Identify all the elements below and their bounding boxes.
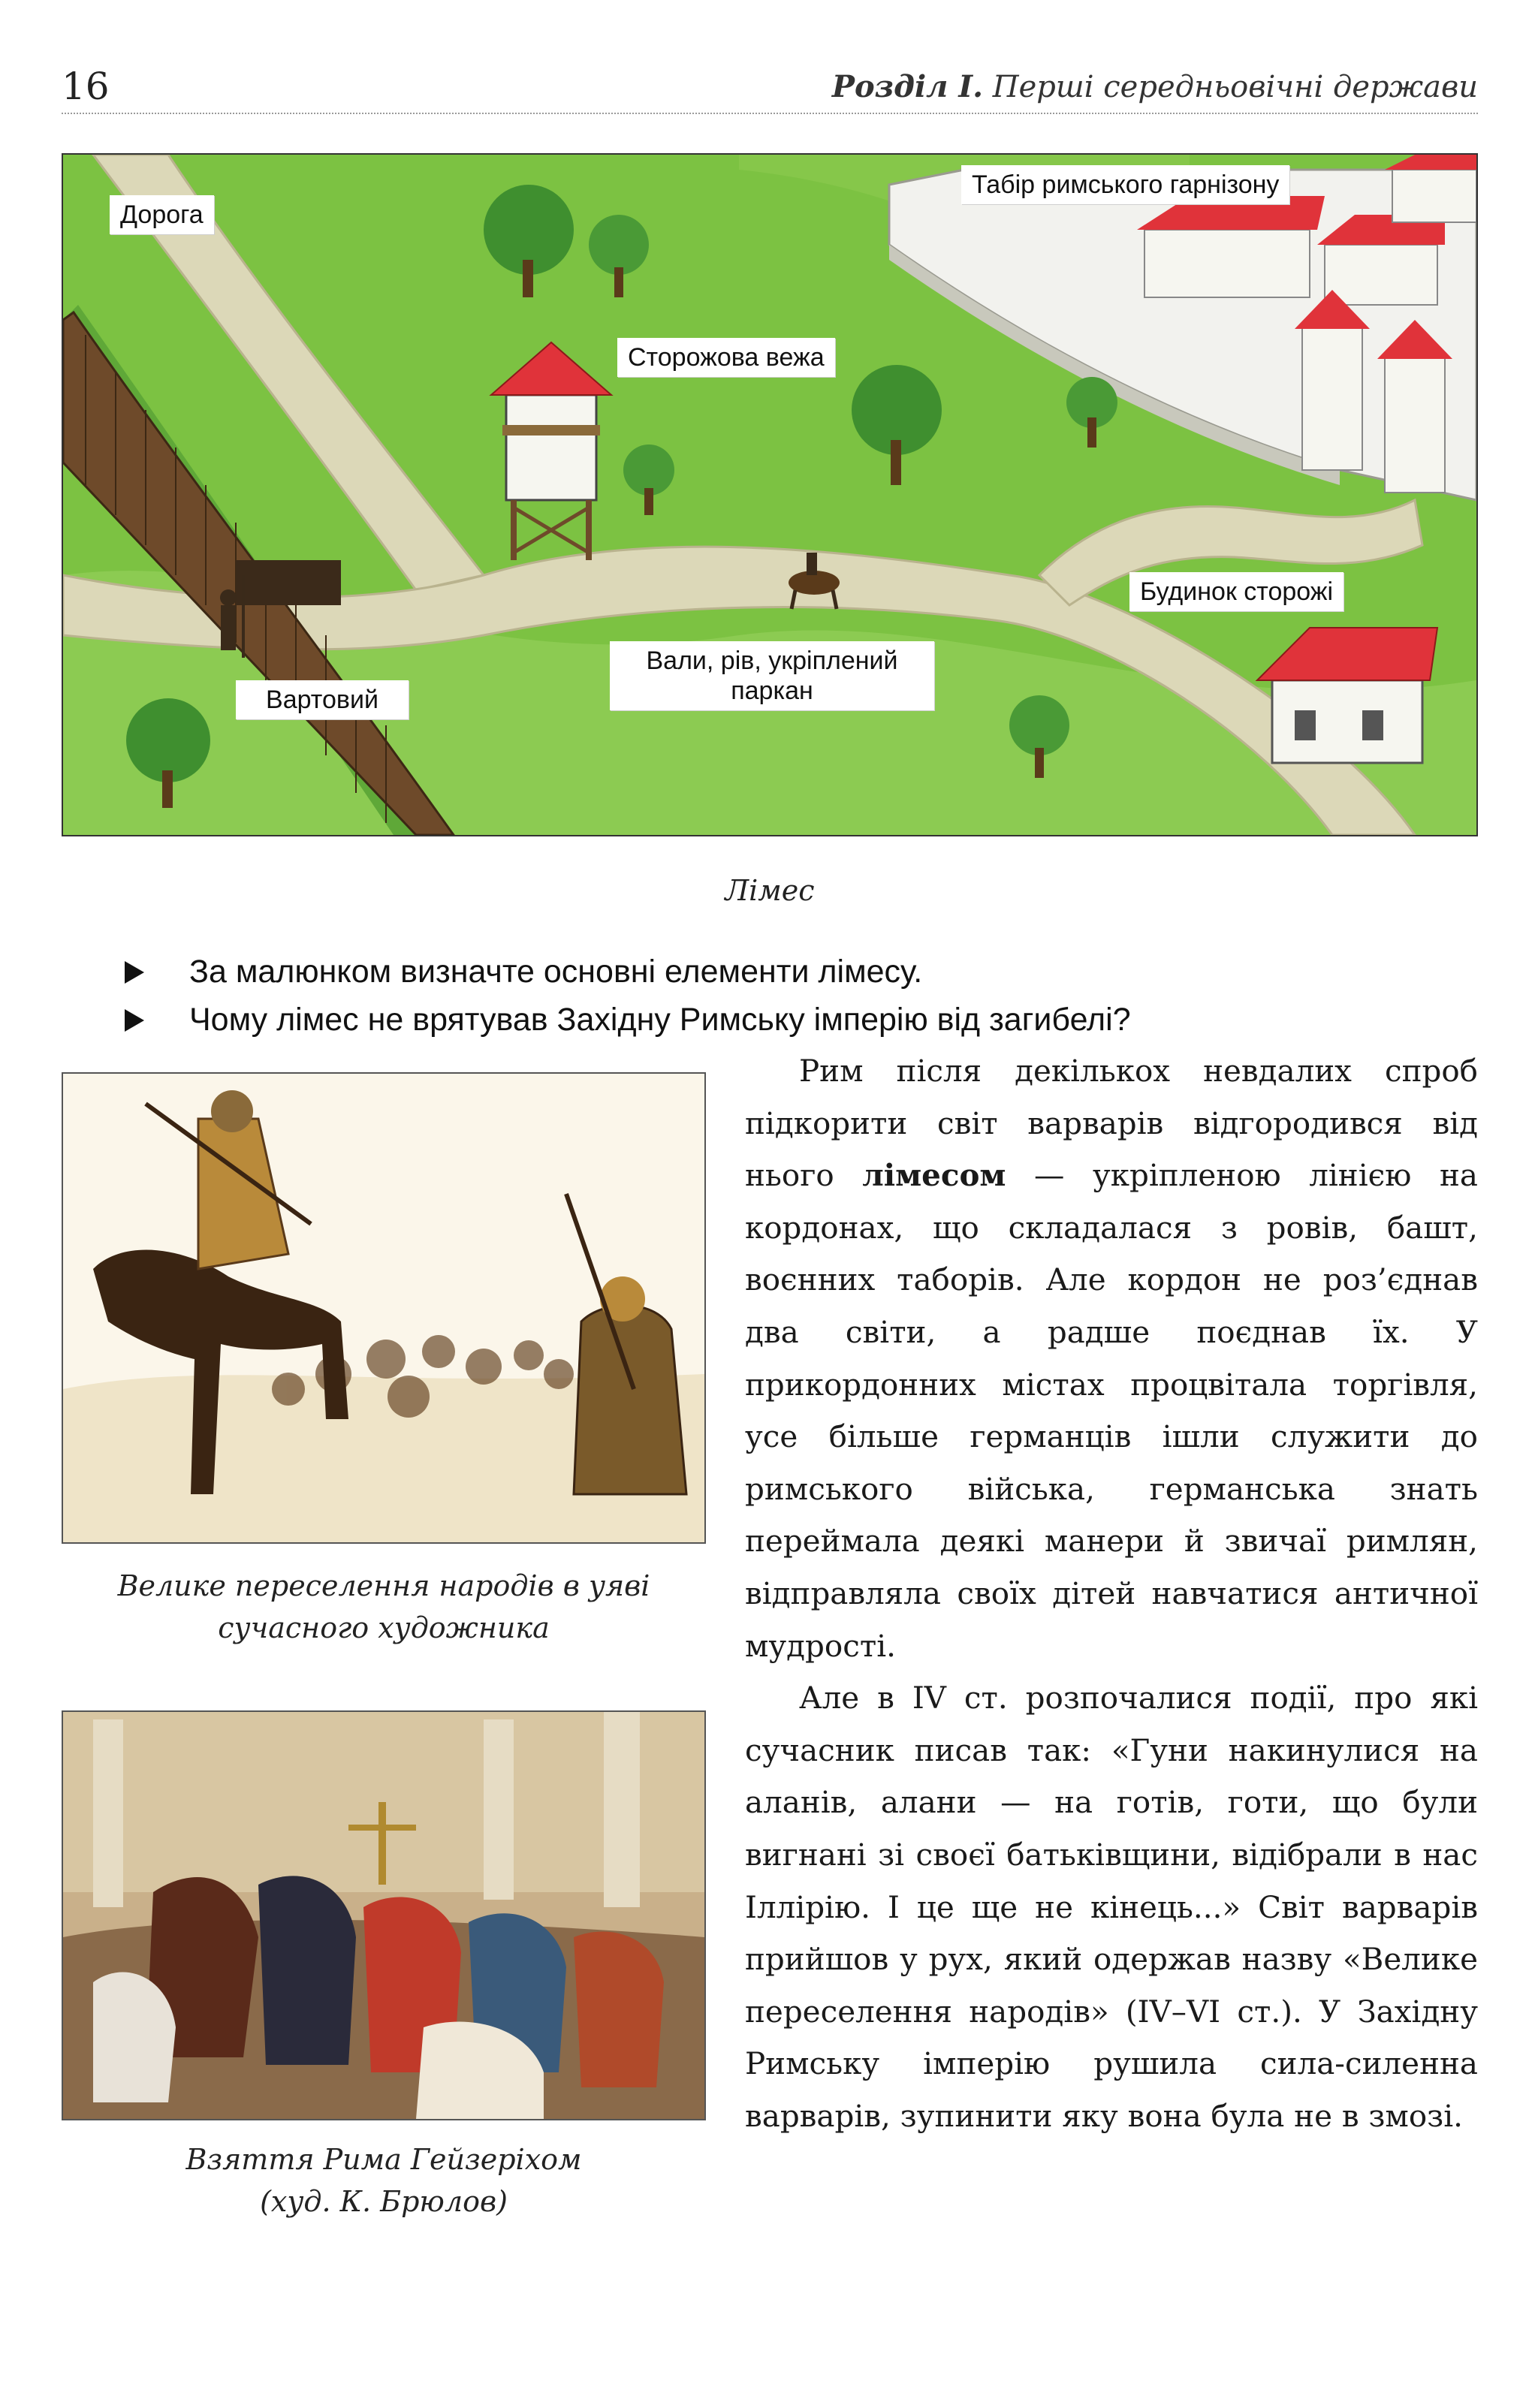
migration-caption-line2: сучасного художника bbox=[218, 1611, 550, 1644]
paragraph-1 bbox=[745, 1045, 1478, 1672]
callout-garrison-camp: Табір римського гарнізону bbox=[961, 165, 1289, 204]
header-rule bbox=[62, 113, 1478, 114]
section-label: Розділ І. bbox=[831, 69, 983, 104]
callout-road: Дорога bbox=[110, 195, 214, 234]
limes-illustration bbox=[62, 153, 1478, 836]
migration-painting bbox=[62, 1072, 706, 1544]
section-title: Перші середньовічні держави bbox=[992, 70, 1478, 104]
question-text: За малюнком визначте основні елементи лімесу. bbox=[189, 954, 923, 990]
sack-of-rome-caption-line2: (худ. К. Брюлов) bbox=[260, 2185, 508, 2218]
callout-rampart-line1: Вали, рів, укріплений bbox=[646, 646, 898, 675]
migration-drawing bbox=[63, 1074, 704, 1542]
running-header bbox=[832, 69, 1478, 104]
migration-caption bbox=[62, 1565, 706, 1649]
paragraph-2: Але в IV ст. розпочалися події, про які сучасник писав так: «Гуни накинулися на аланів, алани — на готів, готи, що були вигнані зі своєї батьківщини, відібрали в нас Іллірію. І це ще не кінець...» Світ варварів прийшов у рух, який одержав назву «Велике переселення народів» (IV–VI ст.). У Західну Римську імперію рушила сила-силенна варварів, зупинити яку вона була не в змозі. bbox=[745, 1680, 1478, 2134]
question-text: Чому лімес не врятував Західну Римську імперію від загибелі? bbox=[189, 1002, 1131, 1038]
question-item bbox=[120, 948, 1472, 996]
sack-of-rome-painting bbox=[62, 1710, 706, 2120]
body-text bbox=[745, 1045, 1478, 2142]
gate bbox=[236, 560, 341, 605]
arrow-icon bbox=[125, 1009, 144, 1032]
callout-rampart-line2: паркан bbox=[731, 677, 813, 705]
callout-rampart bbox=[610, 641, 934, 710]
question-list bbox=[120, 948, 1472, 1044]
sack-of-rome-drawing bbox=[63, 1712, 704, 2119]
page-number: 16 bbox=[62, 65, 110, 108]
term-limes: лімесом bbox=[862, 1157, 1006, 1194]
sack-of-rome-caption-line1: Взяття Рима Гейзеріхом bbox=[185, 2143, 582, 2176]
callout-guardhouse: Будинок сторожі bbox=[1129, 572, 1343, 611]
callout-sentry: Вартовий bbox=[236, 680, 409, 719]
limes-drawing bbox=[63, 155, 1476, 835]
sack-of-rome-caption bbox=[62, 2138, 706, 2223]
arrow-icon bbox=[125, 961, 144, 984]
question-item bbox=[120, 996, 1472, 1044]
limes-caption: Лімес bbox=[725, 874, 815, 907]
migration-caption-line1: Велике переселення народів в уяві bbox=[117, 1569, 650, 1602]
callout-watchtower: Сторожова вежа bbox=[617, 338, 835, 377]
paragraph-1-end: — укріпленою лінією на кордонах, що складалася з ровів, башт, воєнних таборів. Але кордон не роз’єднав два світи, а радше поєднав їх. У прикордонних містах процвітала торгівля, усе більше германців ішли служити до римського війська, германська знать переймала деякі манери й звичаї римлян, відправляла своїх дітей навчатися античної мудрості. bbox=[745, 1157, 1478, 1664]
paragraph-1-start: Рим після декількох невдалих спроб підкорити світ варварів відгородився від нього bbox=[745, 1053, 1478, 1194]
